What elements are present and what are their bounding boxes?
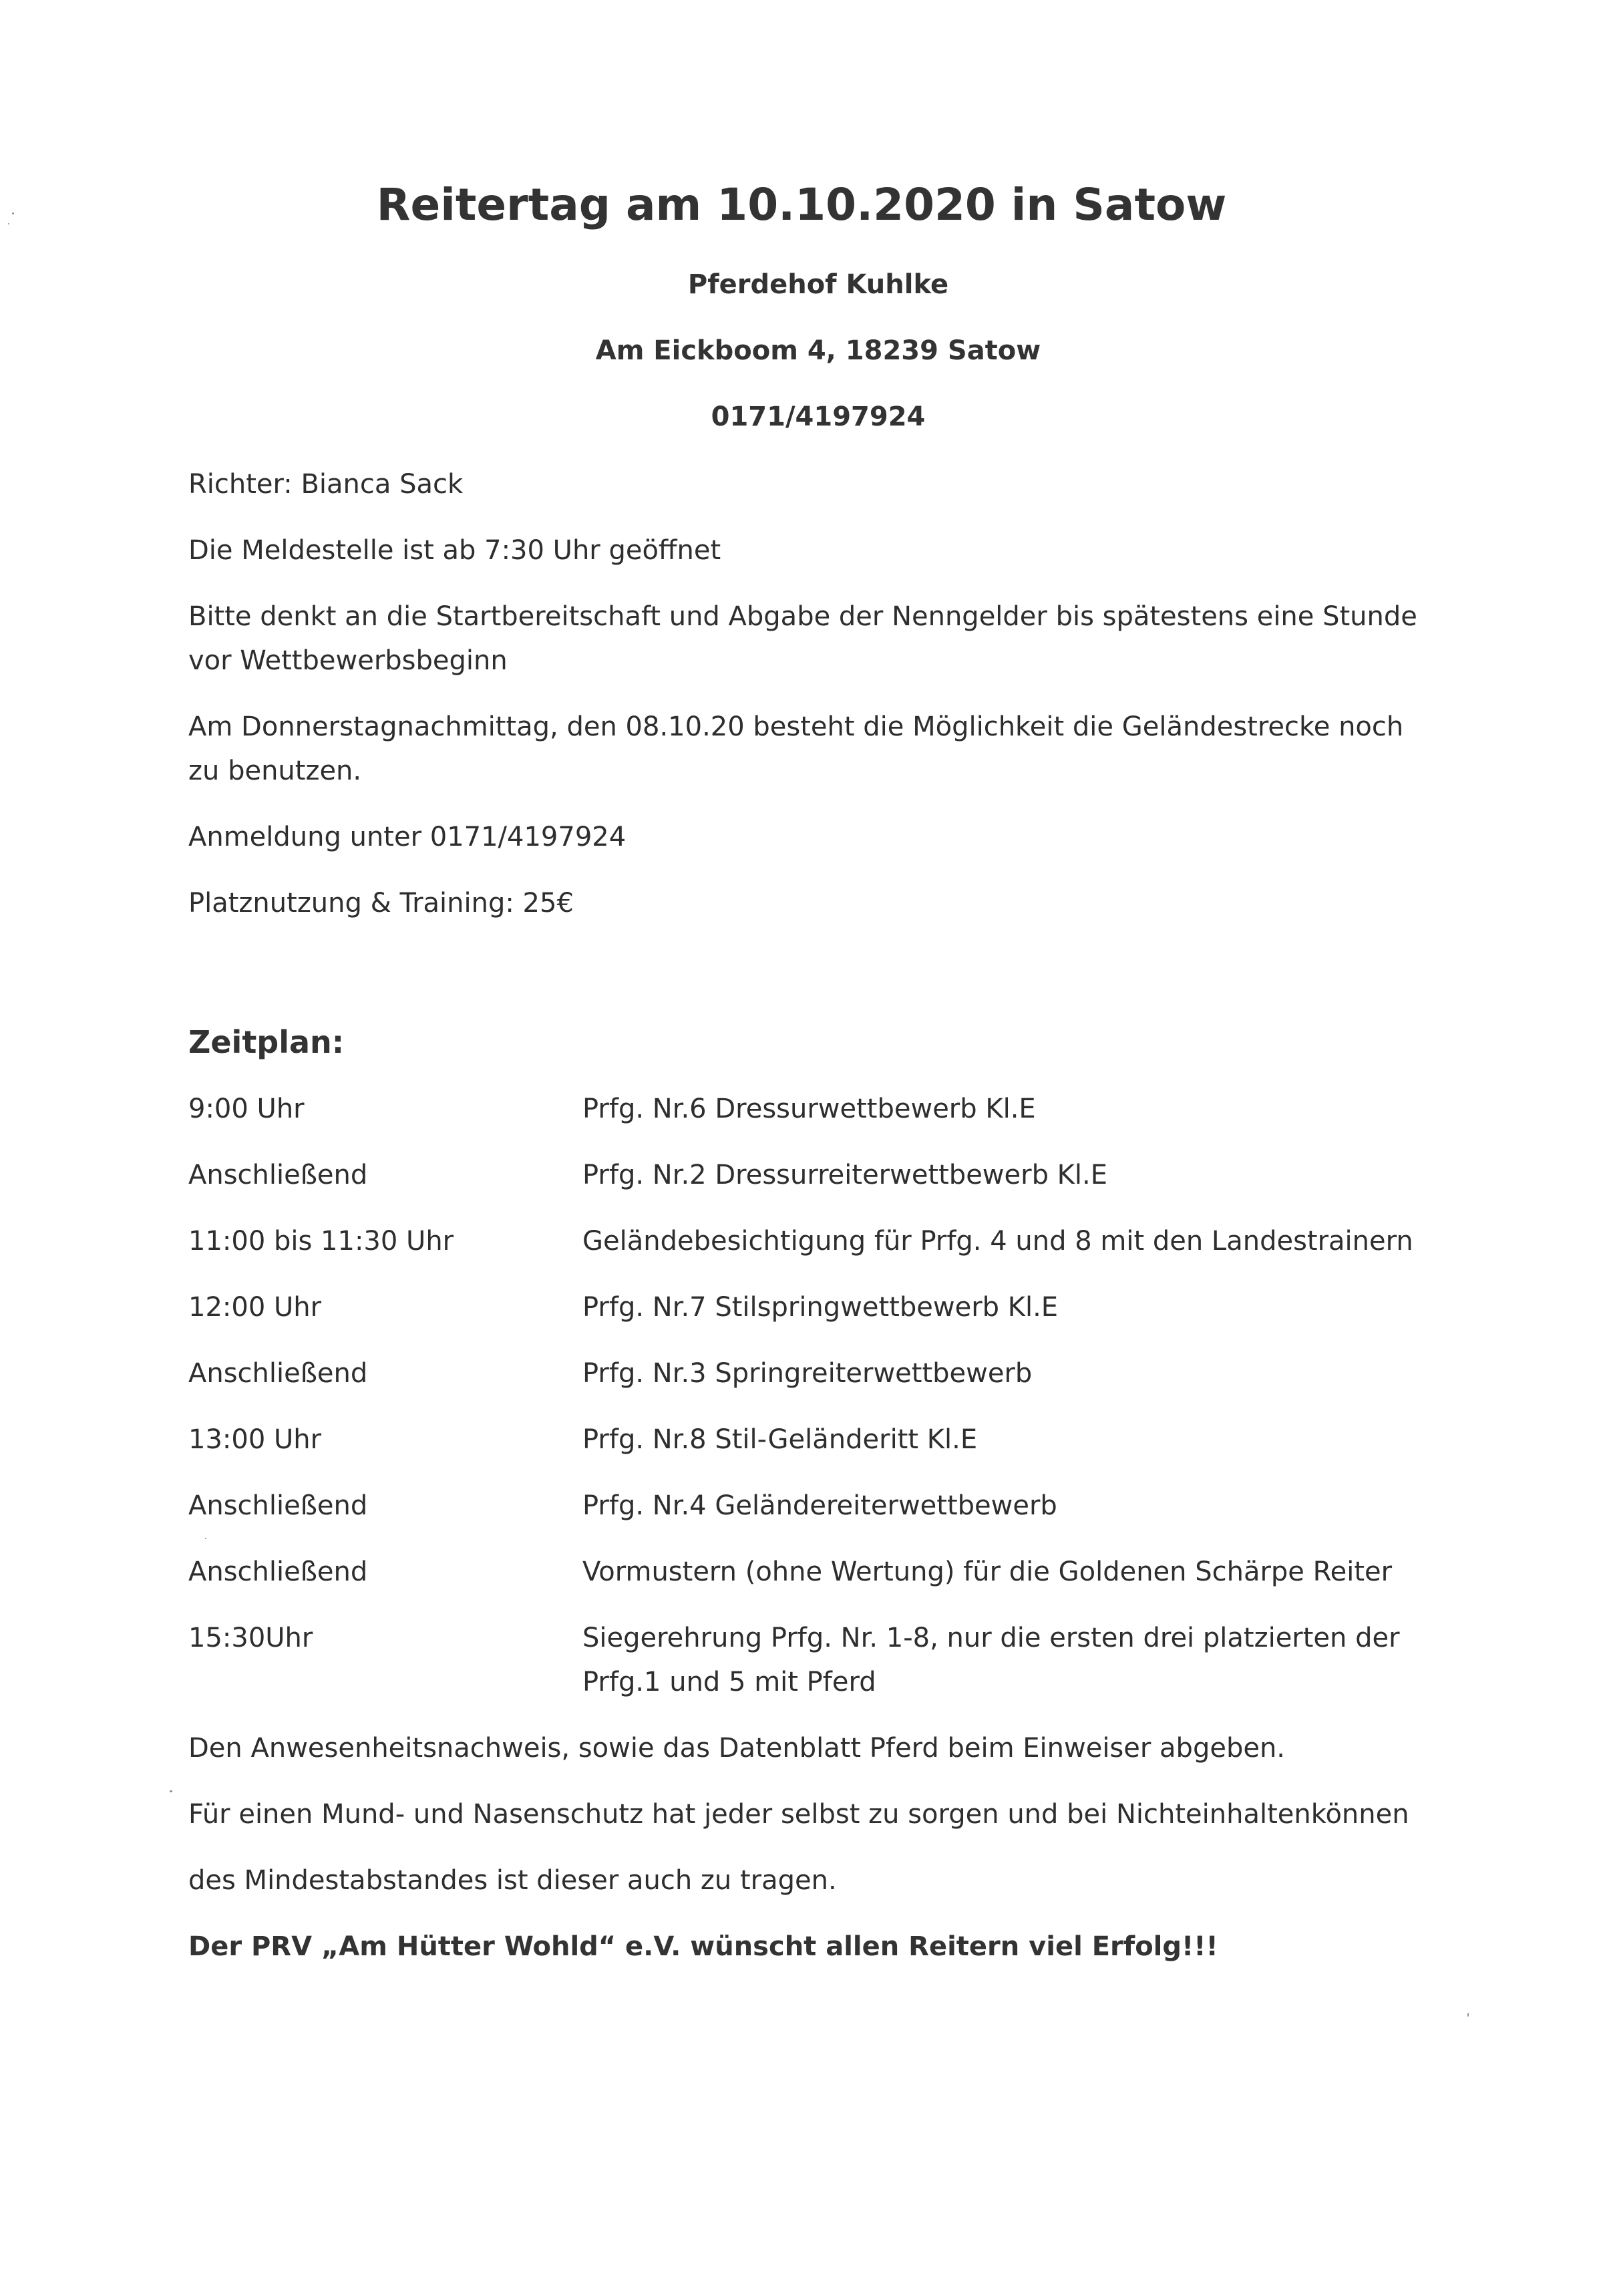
schedule-description: Prfg. Nr.8 Stil-Geländeritt Kl.E — [582, 1424, 978, 1455]
schedule-time: 15:30Uhr — [188, 1623, 313, 1653]
venue-name: Pferdehof Kuhlke — [687, 269, 949, 300]
schedule-heading: Zeitplan: — [188, 1024, 345, 1060]
schedule-time: Anschließend — [188, 1490, 368, 1521]
schedule-description-continued: Prfg.1 und 5 mit Pferd — [582, 1667, 876, 1697]
attendance-line: Den Anwesenheitsnachweis, sowie das Datenblatt Pferd beim Einweiser abgeben. — [188, 1733, 1286, 1764]
closing-line: Der PRV „Am Hütter Wohld“ e.V. wünscht allen Reitern viel Erfolg!!! — [188, 1931, 1218, 1962]
mask-line-2: des Mindestabstandes ist dieser auch zu tragen. — [188, 1865, 837, 1896]
page-title: Reitertag am 10.10.2020 in Satow — [376, 179, 1227, 230]
schedule-time: Anschließend — [188, 1358, 368, 1389]
scan-speck — [205, 1538, 206, 1539]
venue-address: Am Eickboom 4, 18239 Satow — [595, 335, 1041, 366]
scan-speck — [170, 1790, 172, 1792]
schedule-description: Prfg. Nr.6 Dressurwettbewerb Kl.E — [582, 1094, 1036, 1124]
scan-speck — [1467, 2013, 1469, 2017]
schedule-description: Siegerehrung Prfg. Nr. 1-8, nur die ersten drei platzierten der — [582, 1623, 1400, 1653]
schedule-description: Vormustern (ohne Wertung) für die Goldenen Schärpe Reiter — [582, 1556, 1393, 1587]
schedule-description: Geländebesichtigung für Prfg. 4 und 8 mit den Landestrainern — [582, 1226, 1413, 1257]
schedule-time: Anschließend — [188, 1160, 368, 1190]
readiness-line-1: Bitte denkt an die Startbereitschaft und Abgabe der Nenngelder bis spätestens eine Stunde — [188, 601, 1417, 632]
scan-speck — [8, 223, 9, 224]
schedule-time: 13:00 Uhr — [188, 1424, 322, 1455]
schedule-description: Prfg. Nr.2 Dressurreiterwettbewerb Kl.E — [582, 1160, 1108, 1190]
judge-line: Richter: Bianca Sack — [188, 469, 464, 500]
schedule-description: Prfg. Nr.3 Springreiterwettbewerb — [582, 1358, 1033, 1389]
schedule-time: 11:00 bis 11:30 Uhr — [188, 1226, 454, 1257]
schedule-time: 9:00 Uhr — [188, 1094, 305, 1124]
registration-line: Anmeldung unter 0171/4197924 — [188, 822, 627, 852]
readiness-line-2: vor Wettbewerbsbeginn — [188, 645, 508, 676]
course-line-2: zu benutzen. — [188, 756, 362, 786]
schedule-description: Prfg. Nr.7 Stilspringwettbewerb Kl.E — [582, 1292, 1059, 1323]
schedule-time: 12:00 Uhr — [188, 1292, 322, 1323]
schedule-time: Anschließend — [188, 1556, 368, 1587]
course-line-1: Am Donnerstagnachmittag, den 08.10.20 besteht die Möglichkeit die Geländestrecke noch — [188, 711, 1404, 742]
schedule-description: Prfg. Nr.4 Geländereiterwettbewerb — [582, 1490, 1057, 1521]
venue-phone: 0171/4197924 — [711, 401, 926, 432]
mask-line-1: Für einen Mund- und Nasenschutz hat jeder selbst zu sorgen und bei Nichteinhaltenkönnen — [188, 1799, 1409, 1830]
scan-speck — [12, 212, 14, 214]
fee-line: Platznutzung & Training: 25€ — [188, 888, 574, 919]
office-hours-line: Die Meldestelle ist ab 7:30 Uhr geöffnet — [188, 535, 721, 566]
